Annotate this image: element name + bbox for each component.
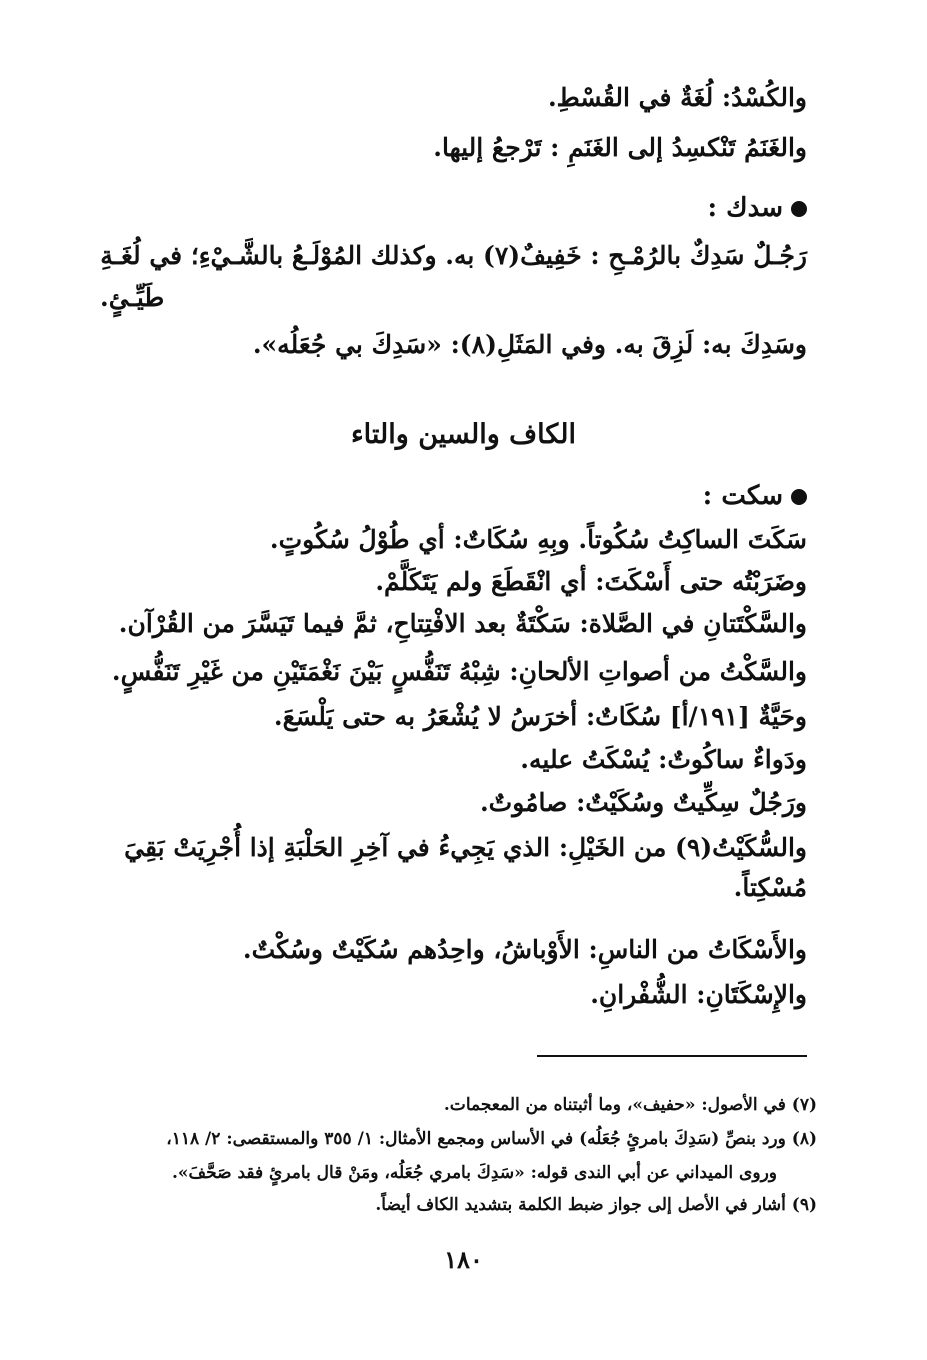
entry-line: والسُّكَيْتُ(٩) من الخَيْلِ: الذي يَجِيءُ في آخِرِ الحَلْبَةِ إذا أُجْرِيَتْ بَقِيَ	[124, 833, 807, 862]
page-number: ١٨٠	[444, 1245, 483, 1274]
entry-line: مُسْكِتاً.	[733, 873, 807, 902]
entry-line: ورَجُلٌ سِكِّيتٌ وسُكَيْتٌ: صامُوتٌ.	[479, 788, 807, 817]
footnote: (٨) ورد بنصِّ (سَدِكَ بامرئٍ جُعَلُه) في الأساس ومجمع الأمثال: ١/ ٣٥٥ والمستقصى: ٢/ ١١٨،	[166, 1129, 817, 1149]
entry-line: وضَرَبْتُه حتى أَسْكَتَ: أي انْقَطَعَ ولم يَتَكَلَّمْ.	[375, 567, 807, 596]
entry-line: والسَّكْتَتانِ في الصَّلاة: سَكْتَةٌ بعد الافْتِتاحِ، ثمَّ فيما تَيَسَّرَ من القُرْآن.	[118, 609, 807, 638]
entry-line: سَكَتَ الساكِتُ سُكُوتاً. وبِهِ سُكَاتٌ: أي طُوْلُ سُكُوتٍ.	[269, 525, 807, 554]
footnote-divider	[537, 1055, 807, 1057]
entry-line: والغَنَمُ تَنْكسِدُ إلى الغَنَمِ : تَرْجعُ إليها.	[433, 133, 807, 162]
footnote: (٩) أشار في الأصل إلى جواز ضبط الكلمة بتشديد الكاف أيضاً.	[375, 1195, 817, 1215]
entry-heading-skt	[100, 476, 807, 516]
entry-heading-label: سدك :	[707, 193, 783, 223]
entry-heading-label: سكت :	[702, 481, 783, 511]
entry-line: طَيِّـئٍ.	[100, 283, 165, 312]
entry-line: والكُسْدُ: لُغَةٌ في القُسْطِ.	[547, 83, 807, 112]
entry-line: والأَسْكَاتُ من الناسِ: الأَوْباشُ، واحِدُهم سُكَيْتٌ وسُكْتٌ.	[242, 935, 807, 964]
entry-line: والسَّكْتُ من أصواتِ الألحانِ: شِبْهُ تَنَفُّسٍ بَيْنَ نَغْمَتَيْنِ من غَيْرِ تَنَفُّسٍ.	[111, 657, 807, 686]
footnote: (٧) في الأصول: «حفيف»، وما أثبتناه من المعجمات.	[443, 1095, 817, 1115]
section-title: الكاف والسين والتاء	[350, 419, 577, 450]
entry-line: ودَواءٌ ساكُوتٌ: يُسْكَتُ عليه.	[520, 745, 807, 774]
entry-line: وحَيَّةٌ [١٩١/أ] سُكَاتٌ: أخرَسُ لا يُشْعَرُ به حتى يَلْسَعَ.	[273, 702, 807, 731]
entry-line: وسَدِكَ به: لَزِقَ به. وفي المَثَلِ(٨): «سَدِكَ بي جُعَلُه».	[252, 330, 807, 359]
bullet-icon	[791, 201, 807, 217]
bullet-icon	[791, 489, 807, 505]
entry-line: والإِسْكَتَانِ: الشُّفْرانِ.	[590, 980, 807, 1009]
footnote: وروى الميداني عن أبي الندى قوله: «سَدِكَ بامري جُعَلُه، ومَنْ قال بامرئٍ فقد صَحَّفَ».	[172, 1163, 777, 1183]
entry-line: رَجُـلٌ سَدِكٌ بالرُمْـحِ : خَفِيفٌ(٧) به. وكذلك المُوْلَـعُ بالشَّـيْءِ؛ في لُغَـةِ	[100, 241, 807, 270]
entry-heading-sdk	[100, 188, 807, 228]
